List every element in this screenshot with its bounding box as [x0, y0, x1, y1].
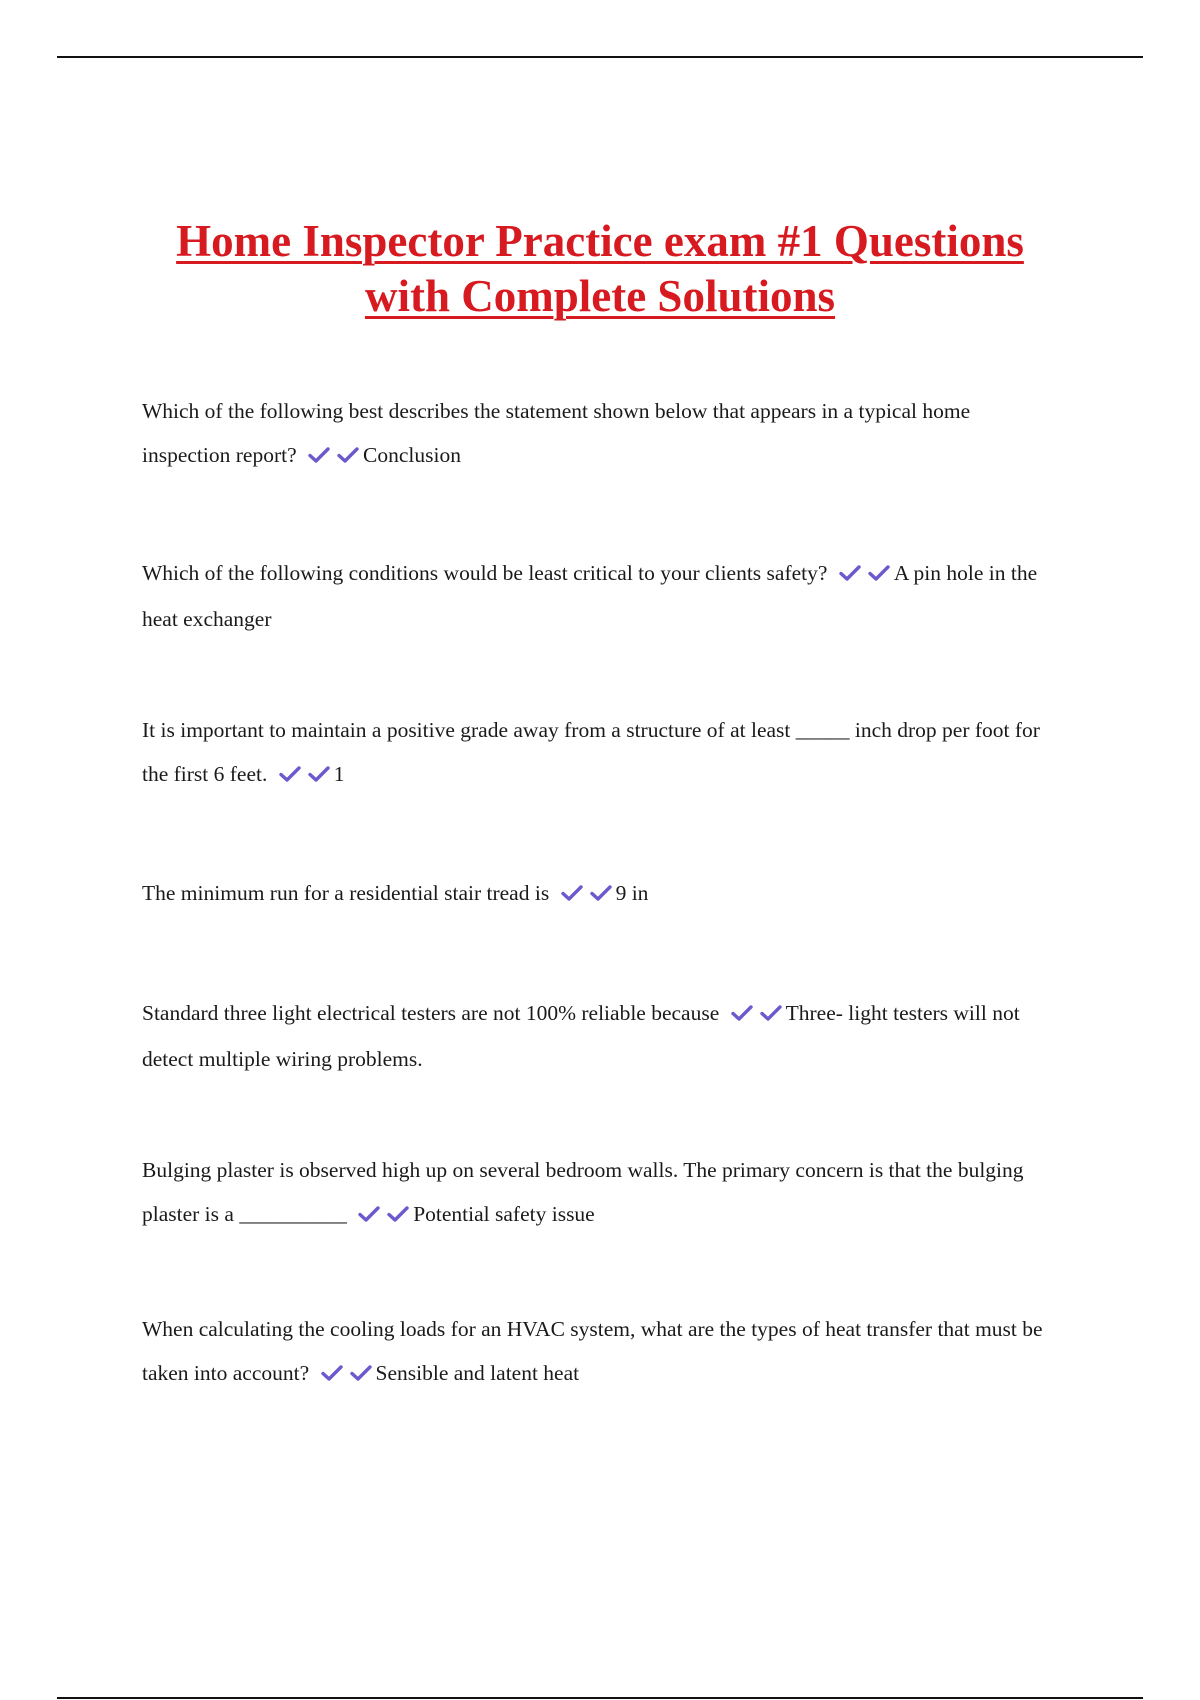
check-icons	[321, 1353, 372, 1397]
check-icons	[731, 993, 782, 1037]
check-icon	[337, 446, 359, 464]
answer-text: Sensible and latent heat	[375, 1361, 580, 1385]
check-icon	[387, 1205, 409, 1223]
question-text: Standard three light electrical testers are not 100% reliable because	[142, 1001, 720, 1025]
check-icon	[308, 446, 330, 464]
qa-item-4	[142, 871, 1062, 917]
question-text: The minimum run for a residential stair tread is	[142, 881, 550, 905]
check-icon	[731, 1004, 753, 1022]
check-icon	[839, 564, 861, 582]
answer-text: A pin hole in the heat exchanger	[142, 561, 1038, 631]
answer-text: Potential safety issue	[413, 1202, 595, 1226]
check-icons	[358, 1194, 409, 1238]
check-icons	[839, 553, 890, 597]
question-text: Which of the following best describes the statement shown below that appears in a typical home inspection report?	[142, 399, 971, 467]
check-icon	[590, 884, 612, 902]
qa-item-2	[142, 551, 1062, 641]
check-icon	[350, 1364, 372, 1382]
qa-item-1	[142, 389, 1062, 479]
footer-rule	[57, 1697, 1143, 1699]
check-icon	[358, 1205, 380, 1223]
check-icon	[868, 564, 890, 582]
qa-item-3	[142, 708, 1062, 798]
check-icon	[279, 765, 301, 783]
answer-text: 1	[333, 762, 345, 786]
question-text: It is important to maintain a positive grade away from a structure of at least _____ inch drop per foot for the first 6 feet.	[142, 718, 1040, 786]
check-icon	[321, 1364, 343, 1382]
check-icon	[561, 884, 583, 902]
qa-item-5	[142, 991, 1062, 1081]
check-icon	[760, 1004, 782, 1022]
question-text: Bulging plaster is observed high up on several bedroom walls. The primary concern is that the bulging plaster is a __________	[142, 1158, 1024, 1226]
check-icons	[279, 754, 330, 798]
check-icons	[561, 873, 612, 917]
qa-item-6	[142, 1148, 1062, 1238]
header-rule	[57, 56, 1143, 58]
answer-text: 9 in	[615, 881, 649, 905]
question-text: Which of the following conditions would be least critical to your clients safety?	[142, 561, 828, 585]
check-icons	[308, 435, 359, 479]
document-title: Home Inspector Practice exam #1 Questions with Complete Solutions	[176, 216, 1024, 321]
check-icon	[308, 765, 330, 783]
qa-item-7	[142, 1307, 1062, 1397]
answer-text: Conclusion	[363, 443, 461, 467]
question-text: When calculating the cooling loads for an HVAC system, what are the types of heat transfer that must be taken into account?	[142, 1317, 1043, 1385]
answer-text: Three- light testers will not detect multiple wiring problems.	[142, 1001, 1020, 1071]
